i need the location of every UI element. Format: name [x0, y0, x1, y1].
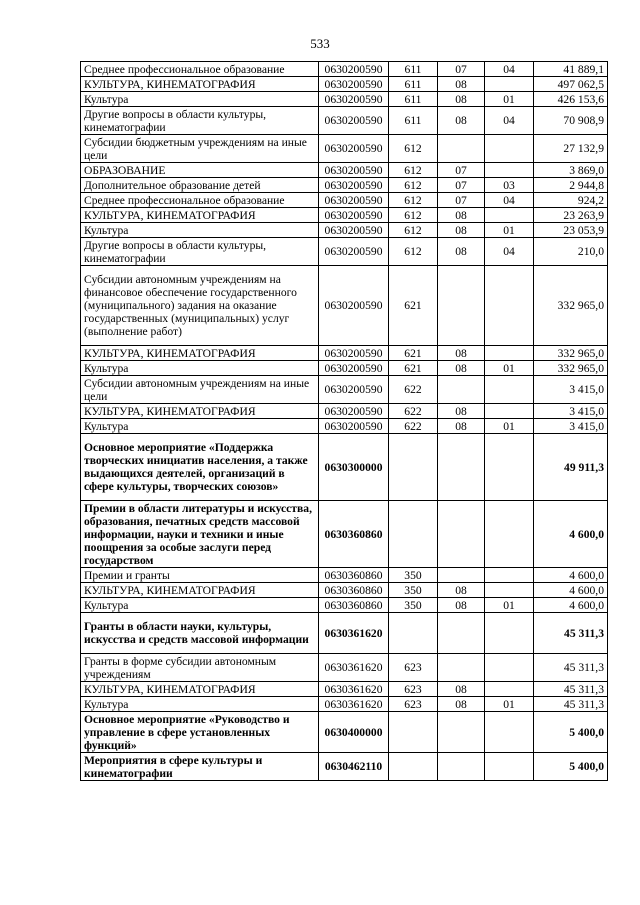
row-subsection-code [485, 135, 534, 163]
row-amount: 41 889,1 [534, 62, 608, 77]
row-section-code: 08 [438, 107, 485, 135]
table-row [81, 404, 608, 419]
row-section-code: 07 [438, 193, 485, 208]
row-section-code: 08 [438, 682, 485, 697]
row-expense-type-code: 623 [389, 682, 438, 697]
row-section-code: 08 [438, 598, 485, 613]
row-section-code: 08 [438, 361, 485, 376]
row-expense-type-code: 623 [389, 654, 438, 682]
row-amount: 23 263,9 [534, 208, 608, 223]
row-section-code [438, 501, 485, 568]
row-expense-type-code: 612 [389, 223, 438, 238]
row-amount: 4 600,0 [534, 583, 608, 598]
row-amount: 924,2 [534, 193, 608, 208]
row-name: Гранты в области науки, культуры, искусства и средств массовой информации [81, 613, 319, 654]
row-amount: 426 153,6 [534, 92, 608, 107]
row-subsection-code [485, 208, 534, 223]
row-name: Культура [81, 419, 319, 434]
row-expense-type-code [389, 501, 438, 568]
row-amount: 5 400,0 [534, 753, 608, 781]
row-expense-type-code [389, 753, 438, 781]
table-row [81, 238, 608, 266]
row-section-code [438, 654, 485, 682]
row-amount: 497 062,5 [534, 77, 608, 92]
row-expense-type-code [389, 613, 438, 654]
row-subsection-code [485, 682, 534, 697]
row-subsection-code: 01 [485, 92, 534, 107]
table-row [81, 107, 608, 135]
row-name: Дополнительное образование детей [81, 178, 319, 193]
table-row [81, 654, 608, 682]
row-name: КУЛЬТУРА, КИНЕМАТОГРАФИЯ [81, 208, 319, 223]
row-amount: 27 132,9 [534, 135, 608, 163]
row-subsection-code: 01 [485, 223, 534, 238]
row-expense-type-code: 622 [389, 419, 438, 434]
row-section-code: 08 [438, 583, 485, 598]
row-amount: 45 311,3 [534, 613, 608, 654]
row-expense-type-code: 612 [389, 208, 438, 223]
row-subsection-code [485, 753, 534, 781]
row-name: КУЛЬТУРА, КИНЕМАТОГРАФИЯ [81, 77, 319, 92]
table-row [81, 266, 608, 346]
row-name: Субсидии бюджетным учреждениям на иные цели [81, 135, 319, 163]
row-amount: 332 965,0 [534, 346, 608, 361]
row-section-code [438, 135, 485, 163]
row-target-article-code: 0630300000 [319, 434, 389, 501]
table-row [81, 712, 608, 753]
row-name: Культура [81, 697, 319, 712]
row-target-article-code: 0630200590 [319, 208, 389, 223]
row-name: КУЛЬТУРА, КИНЕМАТОГРАФИЯ [81, 682, 319, 697]
table-row [81, 376, 608, 404]
row-target-article-code: 0630200590 [319, 404, 389, 419]
row-subsection-code [485, 583, 534, 598]
row-amount: 3 415,0 [534, 419, 608, 434]
row-target-article-code: 0630200590 [319, 178, 389, 193]
row-subsection-code: 04 [485, 193, 534, 208]
table-row [81, 193, 608, 208]
row-name: Среднее профессиональное образование [81, 62, 319, 77]
row-subsection-code: 01 [485, 361, 534, 376]
row-subsection-code: 01 [485, 419, 534, 434]
row-expense-type-code: 611 [389, 107, 438, 135]
row-name: КУЛЬТУРА, КИНЕМАТОГРАФИЯ [81, 404, 319, 419]
row-section-code: 08 [438, 77, 485, 92]
row-target-article-code: 0630200590 [319, 107, 389, 135]
table-row [81, 223, 608, 238]
page-number: 533 [310, 36, 330, 51]
row-target-article-code: 0630200590 [319, 62, 389, 77]
row-subsection-code [485, 77, 534, 92]
row-section-code: 08 [438, 92, 485, 107]
row-name: Премии в области литературы и искусства, образования, печатных средств массовой информации, науки и техники и иные поощрения за особые заслуги перед государством [81, 501, 319, 568]
row-section-code: 07 [438, 178, 485, 193]
row-expense-type-code: 621 [389, 266, 438, 346]
row-name: Культура [81, 92, 319, 107]
table-row [81, 77, 608, 92]
row-amount: 45 311,3 [534, 682, 608, 697]
row-subsection-code [485, 346, 534, 361]
table-row [81, 613, 608, 654]
row-expense-type-code [389, 712, 438, 753]
row-section-code: 07 [438, 62, 485, 77]
row-section-code [438, 613, 485, 654]
table-row [81, 346, 608, 361]
row-expense-type-code: 611 [389, 77, 438, 92]
table-row [81, 568, 608, 583]
table-row [81, 92, 608, 107]
table-row [81, 178, 608, 193]
row-section-code [438, 376, 485, 404]
row-target-article-code: 0630200590 [319, 361, 389, 376]
row-subsection-code [485, 501, 534, 568]
row-subsection-code [485, 654, 534, 682]
row-target-article-code: 0630200590 [319, 92, 389, 107]
table-row [81, 419, 608, 434]
row-amount: 49 911,3 [534, 434, 608, 501]
table-row [81, 583, 608, 598]
row-target-article-code: 0630361620 [319, 613, 389, 654]
row-amount: 4 600,0 [534, 501, 608, 568]
row-target-article-code: 0630200590 [319, 266, 389, 346]
row-target-article-code: 0630361620 [319, 654, 389, 682]
row-section-code: 08 [438, 346, 485, 361]
row-amount: 332 965,0 [534, 361, 608, 376]
row-amount: 3 415,0 [534, 404, 608, 419]
row-target-article-code: 0630200590 [319, 163, 389, 178]
row-expense-type-code: 350 [389, 583, 438, 598]
table-row [81, 361, 608, 376]
row-section-code [438, 753, 485, 781]
row-amount: 3 415,0 [534, 376, 608, 404]
row-name: ОБРАЗОВАНИЕ [81, 163, 319, 178]
row-section-code [438, 712, 485, 753]
row-name: Другие вопросы в области культуры, кинематографии [81, 107, 319, 135]
row-expense-type-code: 621 [389, 346, 438, 361]
row-target-article-code: 0630360860 [319, 501, 389, 568]
row-amount: 5 400,0 [534, 712, 608, 753]
row-amount: 2 944,8 [534, 178, 608, 193]
row-expense-type-code: 612 [389, 193, 438, 208]
row-target-article-code: 0630200590 [319, 193, 389, 208]
row-target-article-code: 0630400000 [319, 712, 389, 753]
row-subsection-code [485, 568, 534, 583]
row-target-article-code: 0630462110 [319, 753, 389, 781]
row-name: КУЛЬТУРА, КИНЕМАТОГРАФИЯ [81, 583, 319, 598]
row-subsection-code: 01 [485, 697, 534, 712]
table-row [81, 135, 608, 163]
row-target-article-code: 0630200590 [319, 376, 389, 404]
table-row [81, 163, 608, 178]
row-target-article-code: 0630360860 [319, 568, 389, 583]
budget-table [80, 61, 608, 781]
table-row [81, 501, 608, 568]
row-section-code [438, 568, 485, 583]
row-expense-type-code: 350 [389, 598, 438, 613]
row-subsection-code [485, 434, 534, 501]
row-name: КУЛЬТУРА, КИНЕМАТОГРАФИЯ [81, 346, 319, 361]
row-section-code [438, 266, 485, 346]
row-subsection-code [485, 712, 534, 753]
row-subsection-code: 04 [485, 107, 534, 135]
row-amount: 4 600,0 [534, 598, 608, 613]
row-expense-type-code: 612 [389, 135, 438, 163]
row-name: Среднее профессиональное образование [81, 193, 319, 208]
row-amount: 70 908,9 [534, 107, 608, 135]
row-target-article-code: 0630200590 [319, 419, 389, 434]
row-subsection-code: 04 [485, 62, 534, 77]
row-subsection-code [485, 266, 534, 346]
row-name: Основное мероприятие «Поддержка творческих инициатив населения, а также выдающихся деятелей, организаций в сфере культуры, творческих союзов» [81, 434, 319, 501]
row-name: Гранты в форме субсидии автономным учреждениям [81, 654, 319, 682]
row-name: Основное мероприятие «Руководство и управление в сфере установленных функций» [81, 712, 319, 753]
row-section-code: 07 [438, 163, 485, 178]
row-section-code: 08 [438, 419, 485, 434]
row-section-code [438, 434, 485, 501]
row-section-code: 08 [438, 697, 485, 712]
row-target-article-code: 0630360860 [319, 583, 389, 598]
row-amount: 3 869,0 [534, 163, 608, 178]
row-name: Другие вопросы в области культуры, кинематографии [81, 238, 319, 266]
row-amount: 332 965,0 [534, 266, 608, 346]
row-name: Культура [81, 361, 319, 376]
row-target-article-code: 0630361620 [319, 682, 389, 697]
row-section-code: 08 [438, 404, 485, 419]
row-expense-type-code: 611 [389, 92, 438, 107]
row-name: Культура [81, 223, 319, 238]
row-subsection-code: 03 [485, 178, 534, 193]
row-amount: 45 311,3 [534, 654, 608, 682]
row-subsection-code: 01 [485, 598, 534, 613]
row-target-article-code: 0630200590 [319, 346, 389, 361]
row-name: Культура [81, 598, 319, 613]
row-expense-type-code [389, 434, 438, 501]
row-section-code: 08 [438, 208, 485, 223]
row-expense-type-code: 621 [389, 361, 438, 376]
table-row [81, 682, 608, 697]
row-name: Премии и гранты [81, 568, 319, 583]
table-row [81, 208, 608, 223]
row-target-article-code: 0630200590 [319, 223, 389, 238]
row-target-article-code: 0630360860 [319, 598, 389, 613]
table-row [81, 598, 608, 613]
row-name: Субсидии автономным учреждениям на финансовое обеспечение государственного (муниципального) задания на оказание государственных (муниципальных) услуг (выполнение работ) [81, 266, 319, 346]
row-section-code: 08 [438, 223, 485, 238]
row-amount: 23 053,9 [534, 223, 608, 238]
table-row [81, 753, 608, 781]
table-row [81, 697, 608, 712]
row-subsection-code: 04 [485, 238, 534, 266]
row-target-article-code: 0630200590 [319, 135, 389, 163]
row-expense-type-code: 350 [389, 568, 438, 583]
row-name: Мероприятия в сфере культуры и кинематографии [81, 753, 319, 781]
row-target-article-code: 0630200590 [319, 77, 389, 92]
row-expense-type-code: 612 [389, 163, 438, 178]
row-amount: 4 600,0 [534, 568, 608, 583]
table-row [81, 62, 608, 77]
row-target-article-code: 0630361620 [319, 697, 389, 712]
table-row [81, 434, 608, 501]
row-expense-type-code: 612 [389, 178, 438, 193]
row-amount: 45 311,3 [534, 697, 608, 712]
row-amount: 210,0 [534, 238, 608, 266]
row-target-article-code: 0630200590 [319, 238, 389, 266]
row-subsection-code [485, 163, 534, 178]
row-expense-type-code: 612 [389, 238, 438, 266]
row-section-code: 08 [438, 238, 485, 266]
row-expense-type-code: 623 [389, 697, 438, 712]
row-subsection-code [485, 376, 534, 404]
row-expense-type-code: 622 [389, 376, 438, 404]
row-expense-type-code: 611 [389, 62, 438, 77]
row-subsection-code [485, 404, 534, 419]
row-subsection-code [485, 613, 534, 654]
row-name: Субсидии автономным учреждениям на иные цели [81, 376, 319, 404]
row-expense-type-code: 622 [389, 404, 438, 419]
